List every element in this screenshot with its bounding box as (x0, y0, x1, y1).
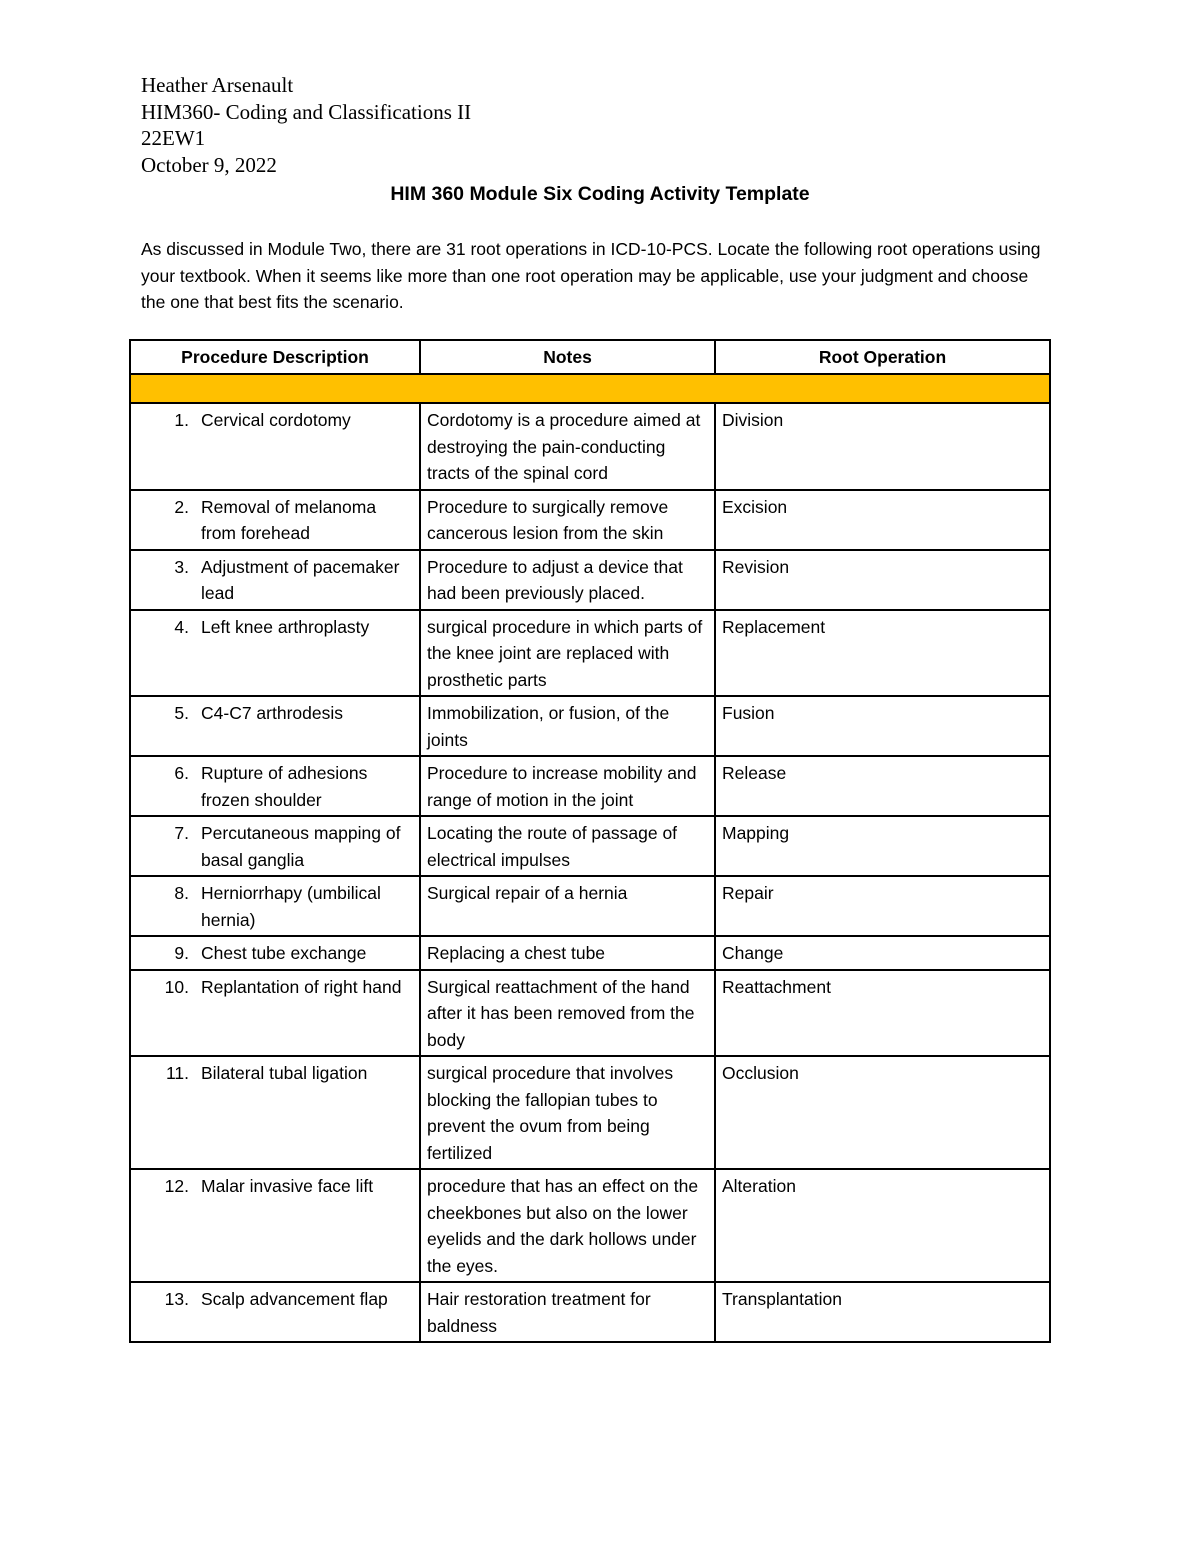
course-name: HIM360- Coding and Classifications II (141, 99, 472, 124)
procedure-description: Cervical cordotomy (201, 410, 351, 430)
procedure-description: Rupture of adhesions frozen shoulder (201, 763, 368, 810)
table-header-row (130, 340, 1050, 374)
procedure-description-cell (130, 936, 420, 970)
procedure-description: C4-C7 arthrodesis (201, 703, 343, 723)
root-operation-cell: Mapping (715, 816, 1050, 876)
document-title: HIM 360 Module Six Coding Activity Template (390, 183, 810, 205)
notes-cell: Replacing a chest tube (420, 936, 715, 970)
row-number: 4. (174, 616, 189, 637)
procedure-description: Malar invasive face lift (201, 1176, 374, 1196)
table-row (130, 1282, 1050, 1342)
header-notes: Notes (420, 340, 715, 374)
table-row (130, 550, 1050, 610)
procedure-description-cell (130, 403, 420, 490)
row-number: 9. (174, 943, 189, 963)
row-number: 13. (164, 1289, 189, 1309)
root-operation-cell: Change (715, 936, 1050, 970)
procedure-description: Herniorrhapy (umbilical hernia) (201, 883, 381, 930)
root-operation-cell: Alteration (715, 1169, 1050, 1282)
notes-cell: Procedure to surgically remove cancerous lesion from the skin (420, 490, 715, 550)
row-number: 10. (164, 976, 189, 997)
highlight-band (130, 374, 1050, 403)
procedure-description: Replantation of right hand (201, 976, 402, 997)
row-number: 3. (174, 556, 189, 577)
procedure-description-cell (130, 1169, 420, 1282)
document-header (141, 72, 471, 178)
row-number: 1. (174, 410, 189, 430)
root-operation-cell: Excision (715, 490, 1050, 550)
procedure-description: Chest tube exchange (201, 943, 367, 963)
root-operation-cell: Division (715, 403, 1050, 490)
procedure-description-cell (130, 970, 420, 1057)
notes-cell: Procedure to adjust a device that had been previously placed. (420, 550, 715, 610)
procedure-description: Left knee arthroplasty (201, 616, 370, 637)
table-row (130, 876, 1050, 936)
row-number: 11. (165, 1063, 189, 1083)
root-operation-cell: Repair (715, 876, 1050, 936)
root-operation-cell: Occlusion (715, 1056, 1050, 1169)
row-number: 5. (174, 703, 189, 723)
table-row (130, 816, 1050, 876)
notes-cell: Surgical reattachment of the hand after it has been removed from the body (420, 970, 715, 1057)
table-row (130, 1056, 1050, 1169)
row-number: 8. (174, 883, 189, 903)
notes-cell: surgical procedure that involves blocking the fallopian tubes to prevent the ovum from being fertilized (420, 1056, 715, 1169)
root-operation-cell: Transplantation (715, 1282, 1050, 1342)
root-operation-cell: Fusion (715, 696, 1050, 756)
table-row (130, 490, 1050, 550)
row-number: 2. (174, 496, 189, 517)
row-number: 12. (164, 1176, 189, 1196)
procedure-description-cell (130, 1056, 420, 1169)
row-number: 7. (174, 823, 189, 843)
table-row (130, 936, 1050, 970)
procedure-description: Bilateral tubal ligation (201, 1063, 368, 1083)
row-number: 6. (174, 763, 189, 783)
table-row (130, 970, 1050, 1057)
table-row (130, 610, 1050, 697)
procedure-description-cell (130, 816, 420, 876)
notes-cell: Cordotomy is a procedure aimed at destroying the pain-conducting tracts of the spinal cord (420, 403, 715, 490)
table-row (130, 756, 1050, 816)
notes-cell: Immobilization, or fusion, of the joints (420, 696, 715, 756)
procedure-description: Adjustment of pacemaker lead (201, 556, 400, 603)
document-date: October 9, 2022 (141, 152, 277, 177)
root-operation-cell: Replacement (715, 610, 1050, 697)
table-row (130, 696, 1050, 756)
procedure-description-cell (130, 610, 420, 697)
section-code: 22EW1 (141, 126, 206, 150)
notes-cell: Procedure to increase mobility and range of motion in the joint (420, 756, 715, 816)
procedure-description-cell (130, 876, 420, 936)
procedure-description: Percutaneous mapping of basal ganglia (201, 823, 401, 870)
procedure-description-cell (130, 490, 420, 550)
notes-cell: Locating the route of passage of electrical impulses (420, 816, 715, 876)
root-operation-cell: Revision (715, 550, 1050, 610)
procedure-description-cell (130, 756, 420, 816)
highlight-band-row (130, 374, 1050, 403)
header-procedure-description: Procedure Description (130, 340, 420, 374)
table-row (130, 1169, 1050, 1282)
root-operation-cell: Release (715, 756, 1050, 816)
notes-cell: Surgical repair of a hernia (420, 876, 715, 936)
notes-cell: procedure that has an effect on the cheekbones but also on the lower eyelids and the dark hollows under the eyes. (420, 1169, 715, 1282)
root-operation-cell: Reattachment (715, 970, 1050, 1057)
author-name: Heather Arsenault (141, 73, 294, 97)
intro-paragraph: As discussed in Module Two, there are 31 root operations in ICD-10-PCS. Locate the following root operations using your textbook. When it seems like more than one root operation may be applicable, use your judgment and choose the one that best fits the scenario. (141, 239, 1041, 312)
coding-activity-table (129, 339, 1051, 1343)
header-root-operation: Root Operation (715, 340, 1050, 374)
procedure-description-cell (130, 550, 420, 610)
table-row (130, 403, 1050, 490)
notes-cell: Hair restoration treatment for baldness (420, 1282, 715, 1342)
procedure-description-cell (130, 696, 420, 756)
procedure-description: Scalp advancement flap (201, 1289, 388, 1309)
procedure-description-cell (130, 1282, 420, 1342)
notes-cell: surgical procedure in which parts of the knee joint are replaced with prosthetic parts (420, 610, 715, 697)
procedure-description: Removal of melanoma from forehead (201, 496, 377, 543)
